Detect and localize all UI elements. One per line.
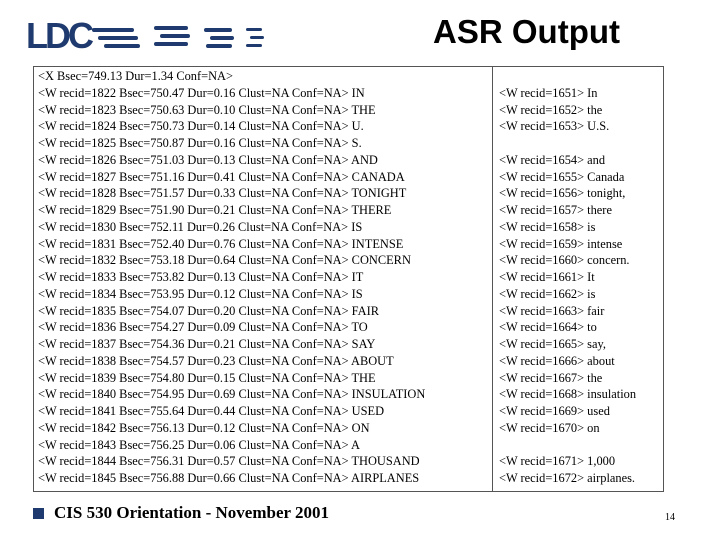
asr-word-line: <W recid=1839 Bsec=754.80 Dur=0.15 Clust=NA Conf=NA> THE bbox=[38, 370, 376, 385]
asr-word-line: <W recid=1823 Bsec=750.63 Dur=0.10 Clust=NA Conf=NA> THE bbox=[38, 102, 376, 117]
asr-word-line: <W recid=1838 Bsec=754.57 Dur=0.23 Clust=NA Conf=NA> ABOUT bbox=[38, 353, 394, 368]
reference-word-line: <W recid=1671> 1,000 bbox=[499, 454, 616, 469]
reference-word-line: <W recid=1653> U.S. bbox=[499, 119, 610, 134]
reference-word-line: <W recid=1665> say, bbox=[499, 337, 606, 351]
reference-word-line: <W recid=1655> Canada bbox=[499, 169, 625, 184]
asr-word-line: <W recid=1841 Bsec=755.64 Dur=0.44 Clust=NA Conf=NA> USED bbox=[38, 404, 385, 418]
asr-word-line: <W recid=1836 Bsec=754.27 Dur=0.09 Clust=NA Conf=NA> TO bbox=[38, 320, 368, 335]
reference-word-line: <W recid=1670> on bbox=[499, 420, 600, 435]
asr-word-line: <W recid=1842 Bsec=756.13 Dur=0.12 Clust=NA Conf=NA> ON bbox=[38, 420, 370, 435]
asr-word-line: <W recid=1832 Bsec=753.18 Dur=0.64 Clust=NA Conf=NA> CONCERN bbox=[38, 253, 411, 268]
column-divider bbox=[492, 66, 493, 492]
reference-word-line: <W recid=1663> fair bbox=[499, 303, 605, 318]
reference-word-line: <W recid=1672> airplanes. bbox=[499, 471, 635, 485]
footer bbox=[33, 503, 329, 523]
reference-word-line: <W recid=1659> intense bbox=[499, 236, 623, 251]
asr-word-line: <W recid=1840 Bsec=754.95 Dur=0.69 Clust=NA Conf=NA> INSULATION bbox=[38, 387, 426, 402]
asr-word-line: <W recid=1828 Bsec=751.57 Dur=0.33 Clust=NA Conf=NA> TONIGHT bbox=[38, 186, 407, 201]
reference-word-line: <W recid=1652> the bbox=[499, 102, 603, 117]
asr-word-line: <W recid=1824 Bsec=750.73 Dur=0.14 Clust=NA Conf=NA> U. bbox=[38, 119, 364, 134]
reference-word-line: <W recid=1664> to bbox=[499, 320, 597, 335]
asr-word-line: <W recid=1844 Bsec=756.31 Dur=0.57 Clust=NA Conf=NA> THOUSAND bbox=[38, 454, 420, 469]
asr-word-line: <W recid=1833 Bsec=753.82 Dur=0.13 Clust=NA Conf=NA> IT bbox=[38, 270, 364, 284]
reference-word-line: <W recid=1654> and bbox=[499, 152, 606, 167]
reference-word-line: <W recid=1668> insulation bbox=[499, 387, 637, 402]
asr-word-line: <W recid=1822 Bsec=750.47 Dur=0.16 Clust=NA Conf=NA> IN bbox=[38, 85, 365, 100]
asr-word-line: <W recid=1837 Bsec=754.36 Dur=0.21 Clust=NA Conf=NA> SAY bbox=[38, 337, 376, 351]
reference-word-line: <W recid=1660> concern. bbox=[499, 253, 630, 268]
asr-word-line: <X Bsec=749.13 Dur=1.34 Conf=NA> bbox=[38, 69, 233, 83]
reference-word-line: <W recid=1662> is bbox=[499, 286, 596, 301]
asr-word-line: <W recid=1827 Bsec=751.16 Dur=0.41 Clust=NA Conf=NA> CANADA bbox=[38, 169, 405, 184]
slide-title: ASR Output bbox=[433, 13, 620, 50]
reference-word-line: <W recid=1658> is bbox=[499, 219, 596, 234]
asr-word-line: <W recid=1843 Bsec=756.25 Dur=0.06 Clust=NA Conf=NA> A bbox=[38, 437, 360, 452]
ldc-logo bbox=[26, 14, 276, 54]
reference-word-line: <W recid=1667> the bbox=[499, 370, 603, 385]
asr-word-line: <W recid=1845 Bsec=756.88 Dur=0.66 Clust=NA Conf=NA> AIRPLANES bbox=[38, 471, 420, 485]
asr-word-line: <W recid=1834 Bsec=753.95 Dur=0.12 Clust=NA Conf=NA> IS bbox=[38, 286, 363, 301]
asr-word-line: <W recid=1831 Bsec=752.40 Dur=0.76 Clust=NA Conf=NA> INTENSE bbox=[38, 236, 404, 251]
reference-word-line: <W recid=1656> tonight, bbox=[499, 186, 626, 201]
bullet-square-icon bbox=[33, 508, 44, 519]
reference-word-line: <W recid=1657> there bbox=[499, 203, 612, 217]
page-number: 14 bbox=[665, 512, 675, 523]
logo-text: LDC bbox=[26, 15, 91, 54]
asr-word-line: <W recid=1829 Bsec=751.90 Dur=0.21 Clust=NA Conf=NA> THERE bbox=[38, 203, 392, 217]
footer-text: CIS 530 Orientation - November 2001 bbox=[54, 503, 329, 522]
reference-word-line: <W recid=1661> It bbox=[499, 270, 595, 284]
reference-word-line: <W recid=1651> In bbox=[499, 85, 598, 100]
asr-word-line: <W recid=1830 Bsec=752.11 Dur=0.26 Clust=NA Conf=NA> IS bbox=[38, 219, 363, 234]
reference-word-line: <W recid=1669> used bbox=[499, 404, 610, 418]
asr-word-line: <W recid=1826 Bsec=751.03 Dur=0.13 Clust=NA Conf=NA> AND bbox=[38, 152, 378, 167]
reference-word-line: <W recid=1666> about bbox=[499, 353, 615, 368]
asr-word-line: <W recid=1825 Bsec=750.87 Dur=0.16 Clust=NA Conf=NA> S. bbox=[38, 136, 362, 150]
asr-word-line: <W recid=1835 Bsec=754.07 Dur=0.20 Clust=NA Conf=NA> FAIR bbox=[38, 303, 379, 318]
